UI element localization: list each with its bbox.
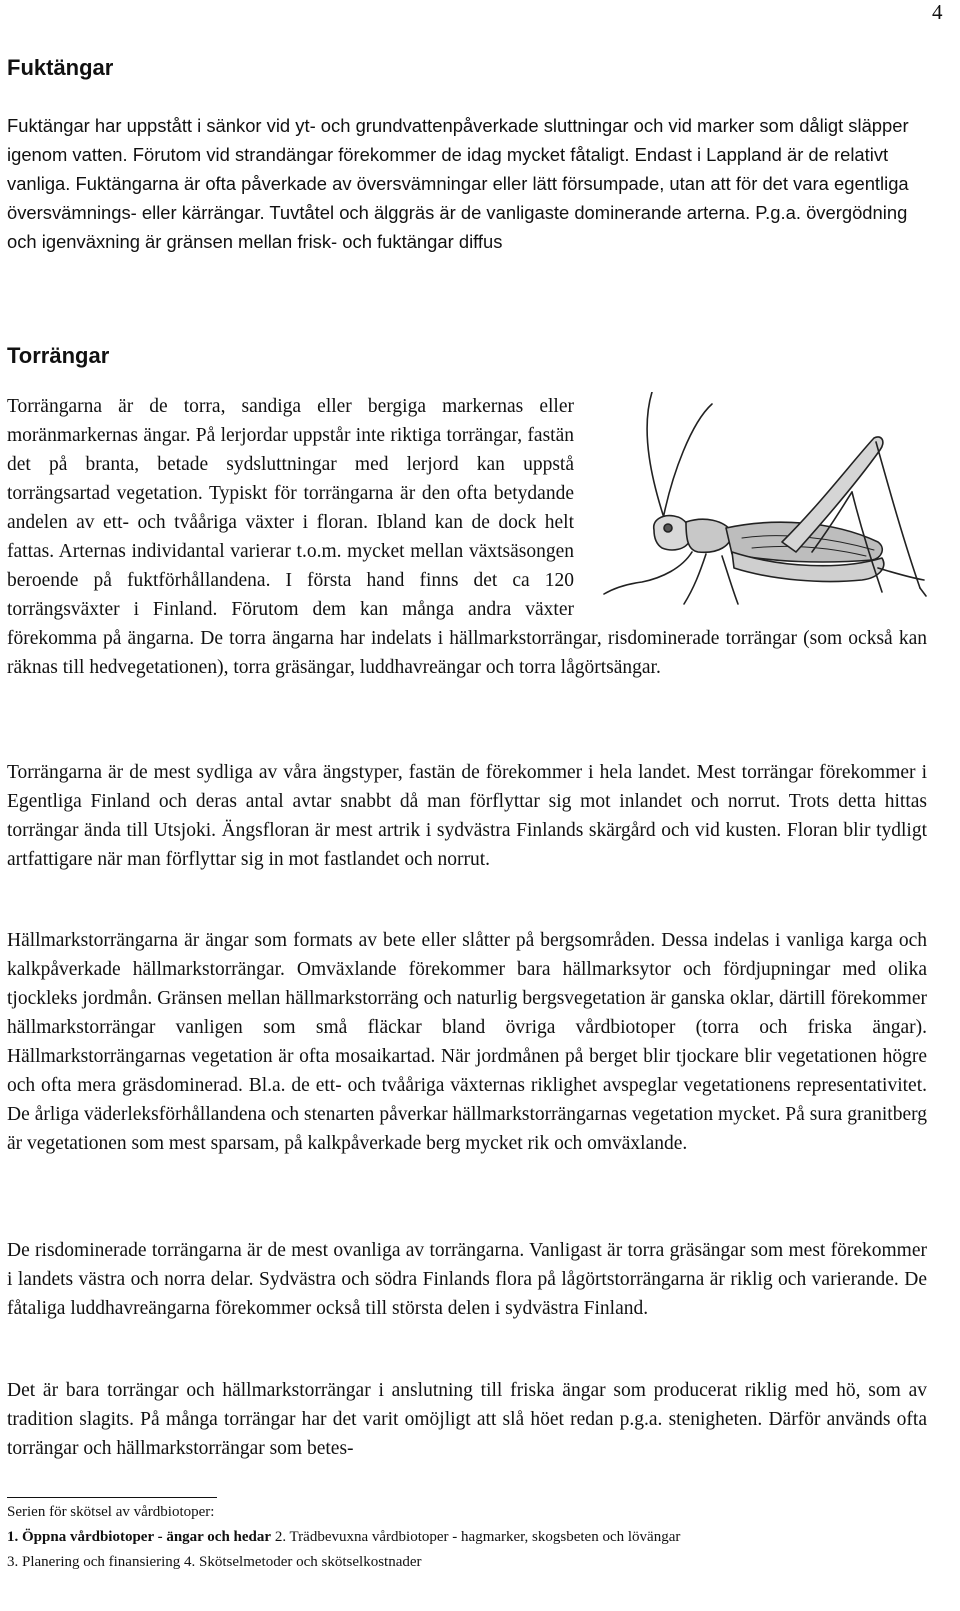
page-number: 4 (932, 0, 943, 24)
paragraph-fuktangar: Fuktängar har uppstått i sänkor vid yt- och grundvattenpåverkade sluttningar och vid marker som dåligt släpper igenom vatten. Förutom vid strandängar förekommer de idag mycket fåtaligt. Endast i Lappland är de relativt vanliga. Fuktängarna är ofta påverkade av översvämningar eller lätt försumpade, utan att för det vara egentliga översvämnings- eller kärrängar. Tuvtåtel och älggräs är de vanligaste dominerande arterna. P.g.a. övergödning och igenväxning är gränsen mellan frisk- och fuktängar diffus (7, 115, 909, 252)
footer-item-2: 2. Trädbevuxna vårdbiotoper - hagmarker, skogsbeten och lövängar (274, 1529, 681, 1545)
footer-series-title: Serien för skötsel av vårdbiotoper: (7, 1504, 215, 1520)
footer-item-1: 1. Öppna vårdbiotoper - ängar och hedar (7, 1529, 272, 1545)
paragraph-torrangar-1 (7, 392, 927, 682)
footer (7, 1500, 927, 1575)
footer-item-4: 4. Skötselmetoder och skötselkostnader (184, 1554, 422, 1570)
footer-item-3: 3. Planering och finansiering (7, 1554, 181, 1570)
paragraph-torrangar-1-text: Torrängarna är de torra, sandiga eller bergiga markernas eller moränmarkernas ängar. På lerjordar uppstår inte riktiga torrängar, fastän det på branta, betade sydsluttningar med lerjord kan uppstå torrängsartad vegetation. Typiskt för torrängarna är den ofta betydande andelen av ett- och tvååriga växter i floran. Ibland kan de dock helt fattas. Arternas individantal varierar t.o.m. mycket mellan växtsäsongen beroende på fuktförhållandena. I första hand finns det ca 120 torrängsväxter i Finland. Förutom dem kan många andra växter förekomma på ängarna. De torra ängarna har indelats i hällmarkstorrängar, risdominerade torrängar (som också kan räknas till hedvegetationen), torra gräsängar, luddhavreängar och torra lågörtsängar. (7, 396, 927, 678)
grasshopper-icon (582, 392, 927, 617)
footer-series-line-1 (7, 1525, 927, 1550)
section-heading-torrangar: Torrängar (7, 343, 110, 368)
footer-divider (7, 1497, 217, 1498)
section-heading-fuktangar: Fuktängar (7, 55, 114, 80)
paragraph-torrangar-5: Det är bara torrängar och hällmarkstorrängar i anslutning till friska ängar som producerat riklig med hö, som av tradition slagits. På många torrängar har det varit omöjligt att slå höet redan p.g.a. stenigheten. Därför används ofta torrängar och hällmarkstorrängar som betes- (7, 1380, 927, 1459)
footer-series-line-2 (7, 1550, 927, 1575)
grasshopper-illustration (582, 392, 927, 617)
paragraph-torrangar-4: De risdominerade torrängarna är de mest ovanliga av torrängarna. Vanligast är torra gräsängar som mest förekommer i landets västra och norra delar. Sydvästra och södra Finlands flora på lågörtstorrängarna är riklig och varierande. De fåtaliga luddhavreängarna förekommer också till största delen i sydvästra Finland. (7, 1240, 927, 1319)
paragraph-torrangar-3: Hällmarkstorrängarna är ängar som formats av bete eller slåtter på bergsområden. Dessa indelas i vanliga karga och kalkpåverkade hällmarkstorrängar. Omväxlande förekommer bara hällmarksytor och fördjupningar med olika tjockleks jordmån. Gränsen mellan hällmarkstorräng och naturlig bergsvegetation är ganska oklar, därtill förekommer hällmarkstorrängar vanligen som små fläckar bland övriga vårdbiotoper (torra och friska ängar). Hällmarkstorrängarnas vegetation är ofta mosaikartad. När jordmånen på berget blir tjockare blir vegetationen högre och ofta mera gräsdominerad. Bl.a. de ett- och tvååriga växternas riklighet avspeglar vegetationens representativitet. De årliga väderleksförhållandena och stenarten påverkar hällmarkstorrängarnas vegetation mycket. På sura granitberg är vegetationen som mest sparsam, på kalkpåverkade berg mycket rik och omväxlande. (7, 930, 927, 1154)
paragraph-torrangar-2: Torrängarna är de mest sydliga av våra ängstyper, fastän de förekommer i hela landet. Mest torrängar förekommer i Egentliga Finland och deras antal avtar snabbt då man förflyttar sig mot inlandet och norrut. Trots detta hittas torrängar ända till Utsjoki. Ängsfloran är mest artrik i sydvästra Finlands skärgård och vid kusten. Floran blir tydligt artfattigare när man förflyttar sig in mot fastlandet och norrut. (7, 762, 927, 870)
